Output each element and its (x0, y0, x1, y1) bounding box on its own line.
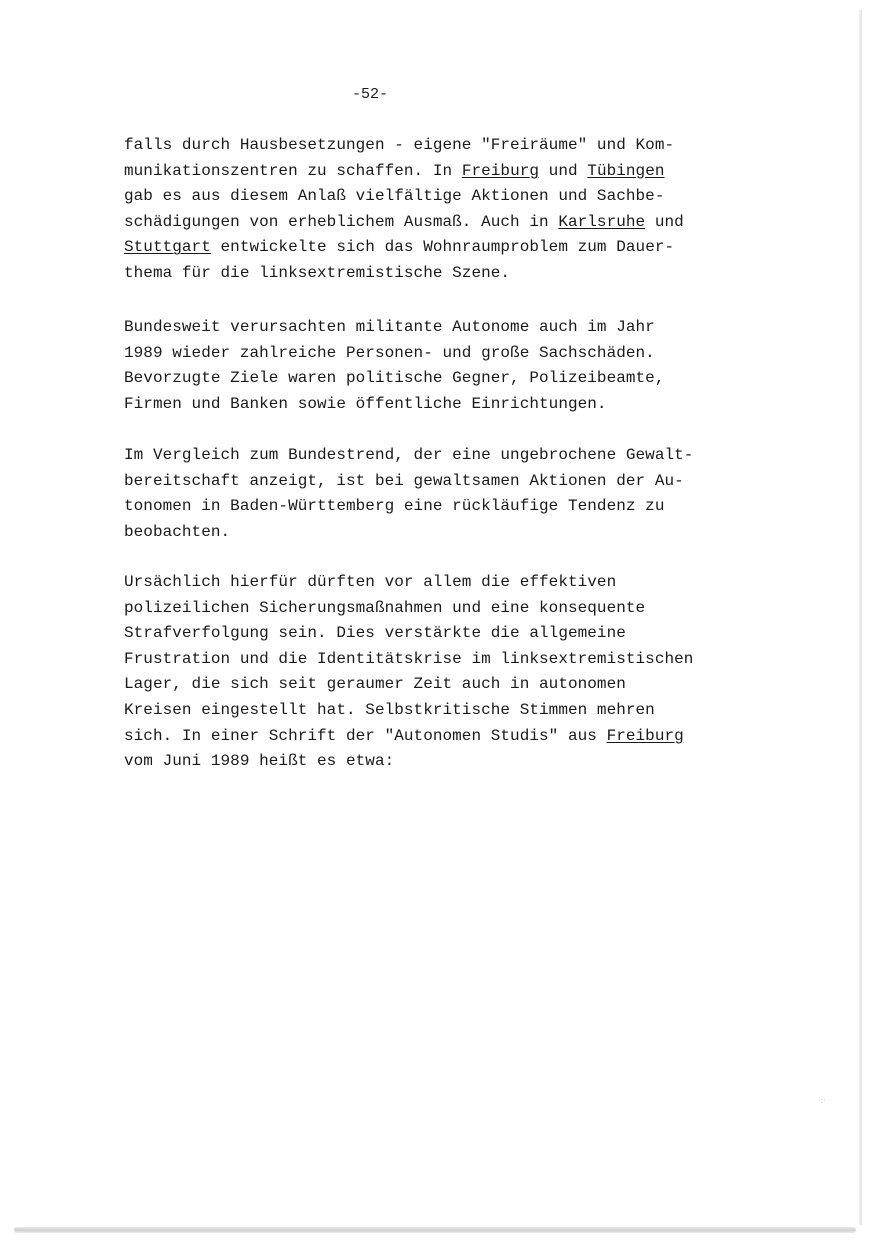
text-segment: Frustration und die Identitätskrise im linksextremistischen (124, 649, 694, 668)
text-segment: und (539, 161, 588, 180)
underlined-place-name: Karlsruhe (558, 212, 646, 231)
text-segment: Im Vergleich zum Bundestrend, der eine ungebrochene Gewalt- (124, 446, 694, 464)
page-number: -52- (351, 86, 388, 103)
text-line (124, 647, 693, 673)
text-line (124, 210, 684, 236)
text-segment: Firmen und Banken sowie öffentliche Einrichtungen. (124, 394, 607, 413)
text-line (124, 469, 693, 495)
text-segment: bereitschaft anzeigt, ist bei gewaltsamen Aktionen der Au- (124, 471, 684, 490)
text-line (124, 341, 665, 367)
text-segment: Ursächlich hierfür dürften vor allem die effektiven (124, 573, 617, 591)
text-line (124, 621, 693, 647)
text-segment: Lager, die sich seit geraumer Zeit auch in autonomen (124, 675, 626, 694)
text-segment: 1989 wieder zahlreiche Personen- und große Sachschäden. (124, 343, 655, 362)
text-segment: Kreisen eingestellt hat. Selbstkritische Stimmen mehren (124, 700, 655, 719)
text-segment: Bundesweit verursachten militante Autonome auch im Jahr (124, 318, 655, 336)
text-line (124, 443, 693, 469)
text-segment: gab es aus diesem Anlaß vielfältige Aktionen und Sachbe- (124, 187, 665, 206)
page-bottom-shadow (14, 1227, 856, 1233)
text-line (124, 596, 693, 622)
paragraph-1 (124, 133, 684, 287)
text-segment: sich. In einer Schrift der "Autonomen Studis" aus (124, 726, 607, 745)
text-segment: thema für die linksextremistische Szene. (124, 263, 511, 282)
paragraph-3 (124, 443, 693, 545)
underlined-place-name: Stuttgart (124, 238, 211, 257)
text-line (124, 261, 684, 287)
text-line (124, 724, 693, 750)
text-segment: munikationszentren zu schaffen. In (124, 161, 462, 180)
text-line (124, 698, 693, 724)
text-line (124, 159, 684, 185)
text-segment: entwickelte sich das Wohnraumproblem zum Dauer- (210, 238, 675, 257)
paragraph-2 (124, 315, 665, 417)
text-segment: Strafverfolgung sein. Dies verstärkte die allgemeine (124, 624, 626, 643)
text-segment: beobachten. (124, 522, 231, 541)
text-segment: Bevorzugte Ziele waren politische Gegner, Polizeibeamte, (124, 369, 665, 388)
text-segment: tonomen in Baden-Württemberg eine rückläufige Tendenz zu (124, 497, 665, 516)
text-line (124, 749, 693, 775)
text-segment: vom Juni 1989 heißt es etwa: (124, 752, 395, 771)
underlined-place-name: Freiburg (461, 161, 540, 180)
text-line (124, 315, 665, 341)
paragraph-4 (124, 570, 693, 775)
underlined-place-name: Tübingen (587, 161, 665, 180)
page-edge-shadow (859, 10, 862, 1225)
text-line (124, 184, 684, 210)
text-segment: und (645, 212, 684, 231)
text-line (124, 235, 684, 261)
text-line (124, 366, 665, 392)
text-segment: polizeilichen Sicherungsmaßnahmen und eine konsequente (124, 598, 646, 617)
scan-smudge-mark: ·:· (818, 1096, 826, 1105)
text-line (124, 133, 684, 159)
text-line (124, 494, 693, 520)
text-segment: schädigungen von erheblichem Ausmaß. Auch in (124, 212, 559, 231)
text-line (124, 672, 693, 698)
text-segment: falls durch Hausbesetzungen - eigene "Freiräume" und Kom- (124, 136, 675, 154)
text-line (124, 520, 693, 546)
text-line (124, 392, 665, 418)
text-line (124, 570, 693, 596)
underlined-place-name: Freiburg (606, 726, 684, 745)
